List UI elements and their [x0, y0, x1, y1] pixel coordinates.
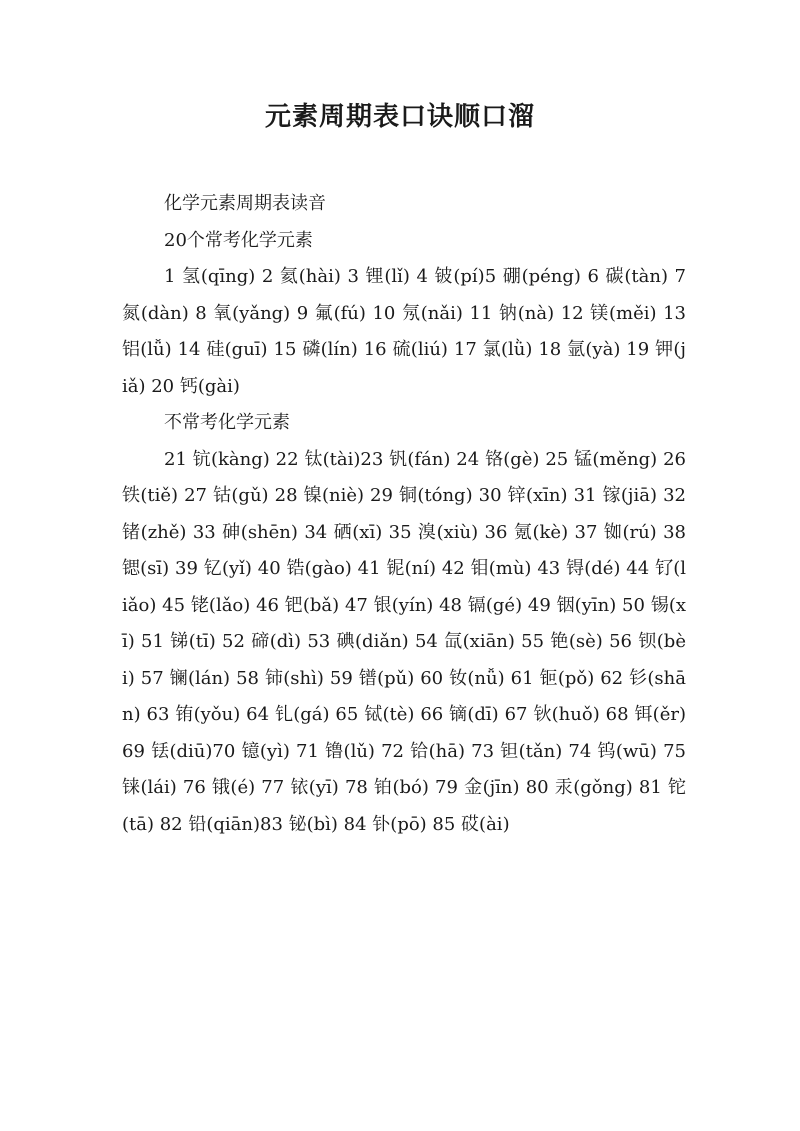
uncommon-elements-list: 21 钪(kàng) 22 钛(tài)23 钒(fán) 24 铬(gè) 25 锰(měng) 26 铁(tiě) 27 钴(gǔ) 28 镍(niè) 29 铜(tóng) 30 锌(xīn) 31 镓(jiā) 32 锗(zhě) 33 砷(shēn) 34 硒(xī) 35 溴(xiù) 36 氪(kè) 37 铷(rú) 38 锶(sī) 39 钇(yǐ) 40 锆(gào) 41 铌(ní) 42 钼(mù) 43 锝(dé) 44 钌(liǎo) 45 铑(lǎo) 46 钯(bǎ) 47 银(yín) 48 镉(gé) 49 铟(yīn) 50 锡(xī) 51 锑(tī) 52 碲(dì) 53 碘(diǎn) 54 氙(xiān) 55 铯(sè) 56 钡(bèi) 57 镧(lán) 58 铈(shì) 59 镨(pǔ) 60 钕(nǚ) 61 钷(pǒ) 62 钐(shān) 63 铕(yǒu) 64 钆(gá) 65 铽(tè) 66 镝(dī) 67 钬(huǒ) 68 铒(ěr) 69 铥(diū)70 镱(yì) 71 镥(lǔ) 72 铪(hā) 73 钽(tǎn) 74 钨(wū) 75 铼(lái) 76 锇(é) 77 铱(yī) 78 铂(bó) 79 金(jīn) 80 汞(gǒng) 81 铊(tā) 82 铅(qiān)83 铋(bì) 84 钋(pō) 85 砹(ài) [122, 448, 686, 835]
document-title: 元素周期表口诀顺口溜 [264, 102, 535, 132]
subtitle-reading: 化学元素周期表读音 [164, 193, 326, 214]
common-elements-list: 1 氢(qīng) 2 氦(hài) 3 锂(lǐ) 4 铍(pí)5 硼(péng) 6 碳(tàn) 7 氮(dàn) 8 氧(yǎng) 9 氟(fú) 10 氖(nǎi) 11 钠(nà) 12 镁(měi) 13 铝(lǚ) 14 硅(guī) 15 磷(lín) 16 硫(liú) 17 氯(lǜ) 18 氩(yà) 19 钾(jiǎ) 20 钙(gài) [122, 266, 686, 397]
document-body [122, 186, 686, 843]
section-heading-common: 20个常考化学元素 [164, 229, 313, 251]
section-heading-uncommon: 不常考化学元素 [164, 412, 290, 433]
